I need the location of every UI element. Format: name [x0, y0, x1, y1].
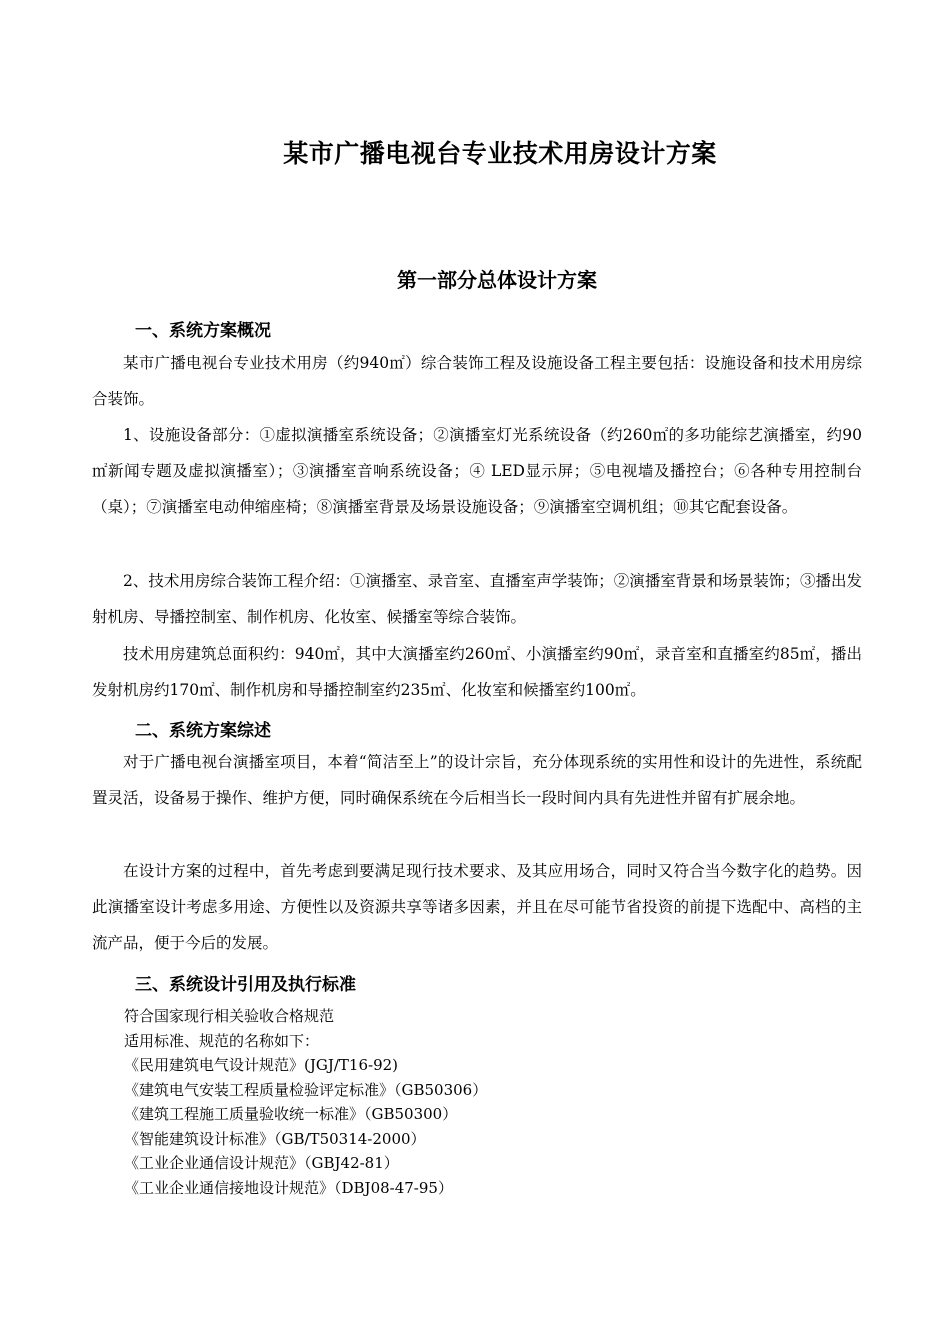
paragraph-overview-intro: 某市广播电视台专业技术用房（约940㎡）综合装饰工程及设施设备工程主要包括：设施设备和技术用房综合装饰。 [92, 354, 862, 408]
paragraph-decoration-intro: 2、技术用房综合装饰工程介绍：①演播室、录音室、直播室声学装饰；②演播室背景和场景装饰；③播出发射机房、导播控制室、制作机房、化妆室、候播室等综合装饰。 [92, 572, 862, 626]
list-item: 《智能建筑设计标准》（GB/T50314-2000） [124, 1129, 426, 1148]
paragraph-design-principle: 对于广播电视台演播室项目，本着“简洁至上”的设计宗旨，充分体现系统的实用性和设计的先进性，系统配置灵活，设备易于操作、维护方便，同时确保系统在今后相当长一段时间内具有先进性并留有扩展余地。 [92, 753, 862, 807]
section-heading-summary: 二、系统方案综述 [135, 721, 271, 741]
list-item: 《工业企业通信接地设计规范》（DBJ08-47-95） [124, 1178, 453, 1197]
document-title: 某市广播电视台专业技术用房设计方案 [283, 139, 717, 168]
list-item: 《民用建筑电气设计规范》(JGJ/T16-92) [124, 1056, 399, 1074]
list-item: 《建筑工程施工质量验收统一标准》（GB50300） [124, 1105, 458, 1123]
list-item: 符合国家现行相关验收合格规范 [124, 1007, 335, 1025]
part-title: 第一部分总体设计方案 [397, 268, 597, 292]
paragraph-area-summary: 技术用房建筑总面积约：940㎡，其中大演播室约260㎡、小演播室约90㎡，录音室和直播室约85㎡，播出发射机房约170㎡、制作机房和导播控制室约235㎡、化妆室和候播室约100㎡。 [92, 645, 862, 699]
standards-list [124, 1004, 487, 1200]
section-heading-standards: 三、系统设计引用及执行标准 [135, 975, 356, 995]
list-item: 《工业企业通信设计规范》（GBJ42-81） [124, 1154, 399, 1172]
paragraph-equipment-list: 1、设施设备部分：①虚拟演播室系统设备；②演播室灯光系统设备（约260㎡的多功能综艺演播室，约90㎡新闻专题及虚拟演播室）；③演播室音响系统设备；④ LED显示屏；⑤电视墙及播控台；⑥各种专用控制台（桌）；⑦演播室电动伸缩座椅；⑧演播室背景及场景设施设备；⑨演播室空调机组；⑩其它配套设备。 [92, 426, 862, 516]
section-heading-overview: 一、系统方案概况 [135, 321, 271, 341]
list-item: 《建筑电气安装工程质量检验评定标准》（GB50306） [124, 1080, 488, 1099]
paragraph-design-process: 在设计方案的过程中，首先考虑到要满足现行技术要求、及其应用场合，同时又符合当今数字化的趋势。因此演播室设计考虑多用途、方便性以及资源共享等诸多因素，并且在尽可能节省投资的前提下选配中、高档的主流产品，便于今后的发展。 [92, 862, 862, 952]
list-item: 适用标准、规范的名称如下： [124, 1031, 320, 1050]
